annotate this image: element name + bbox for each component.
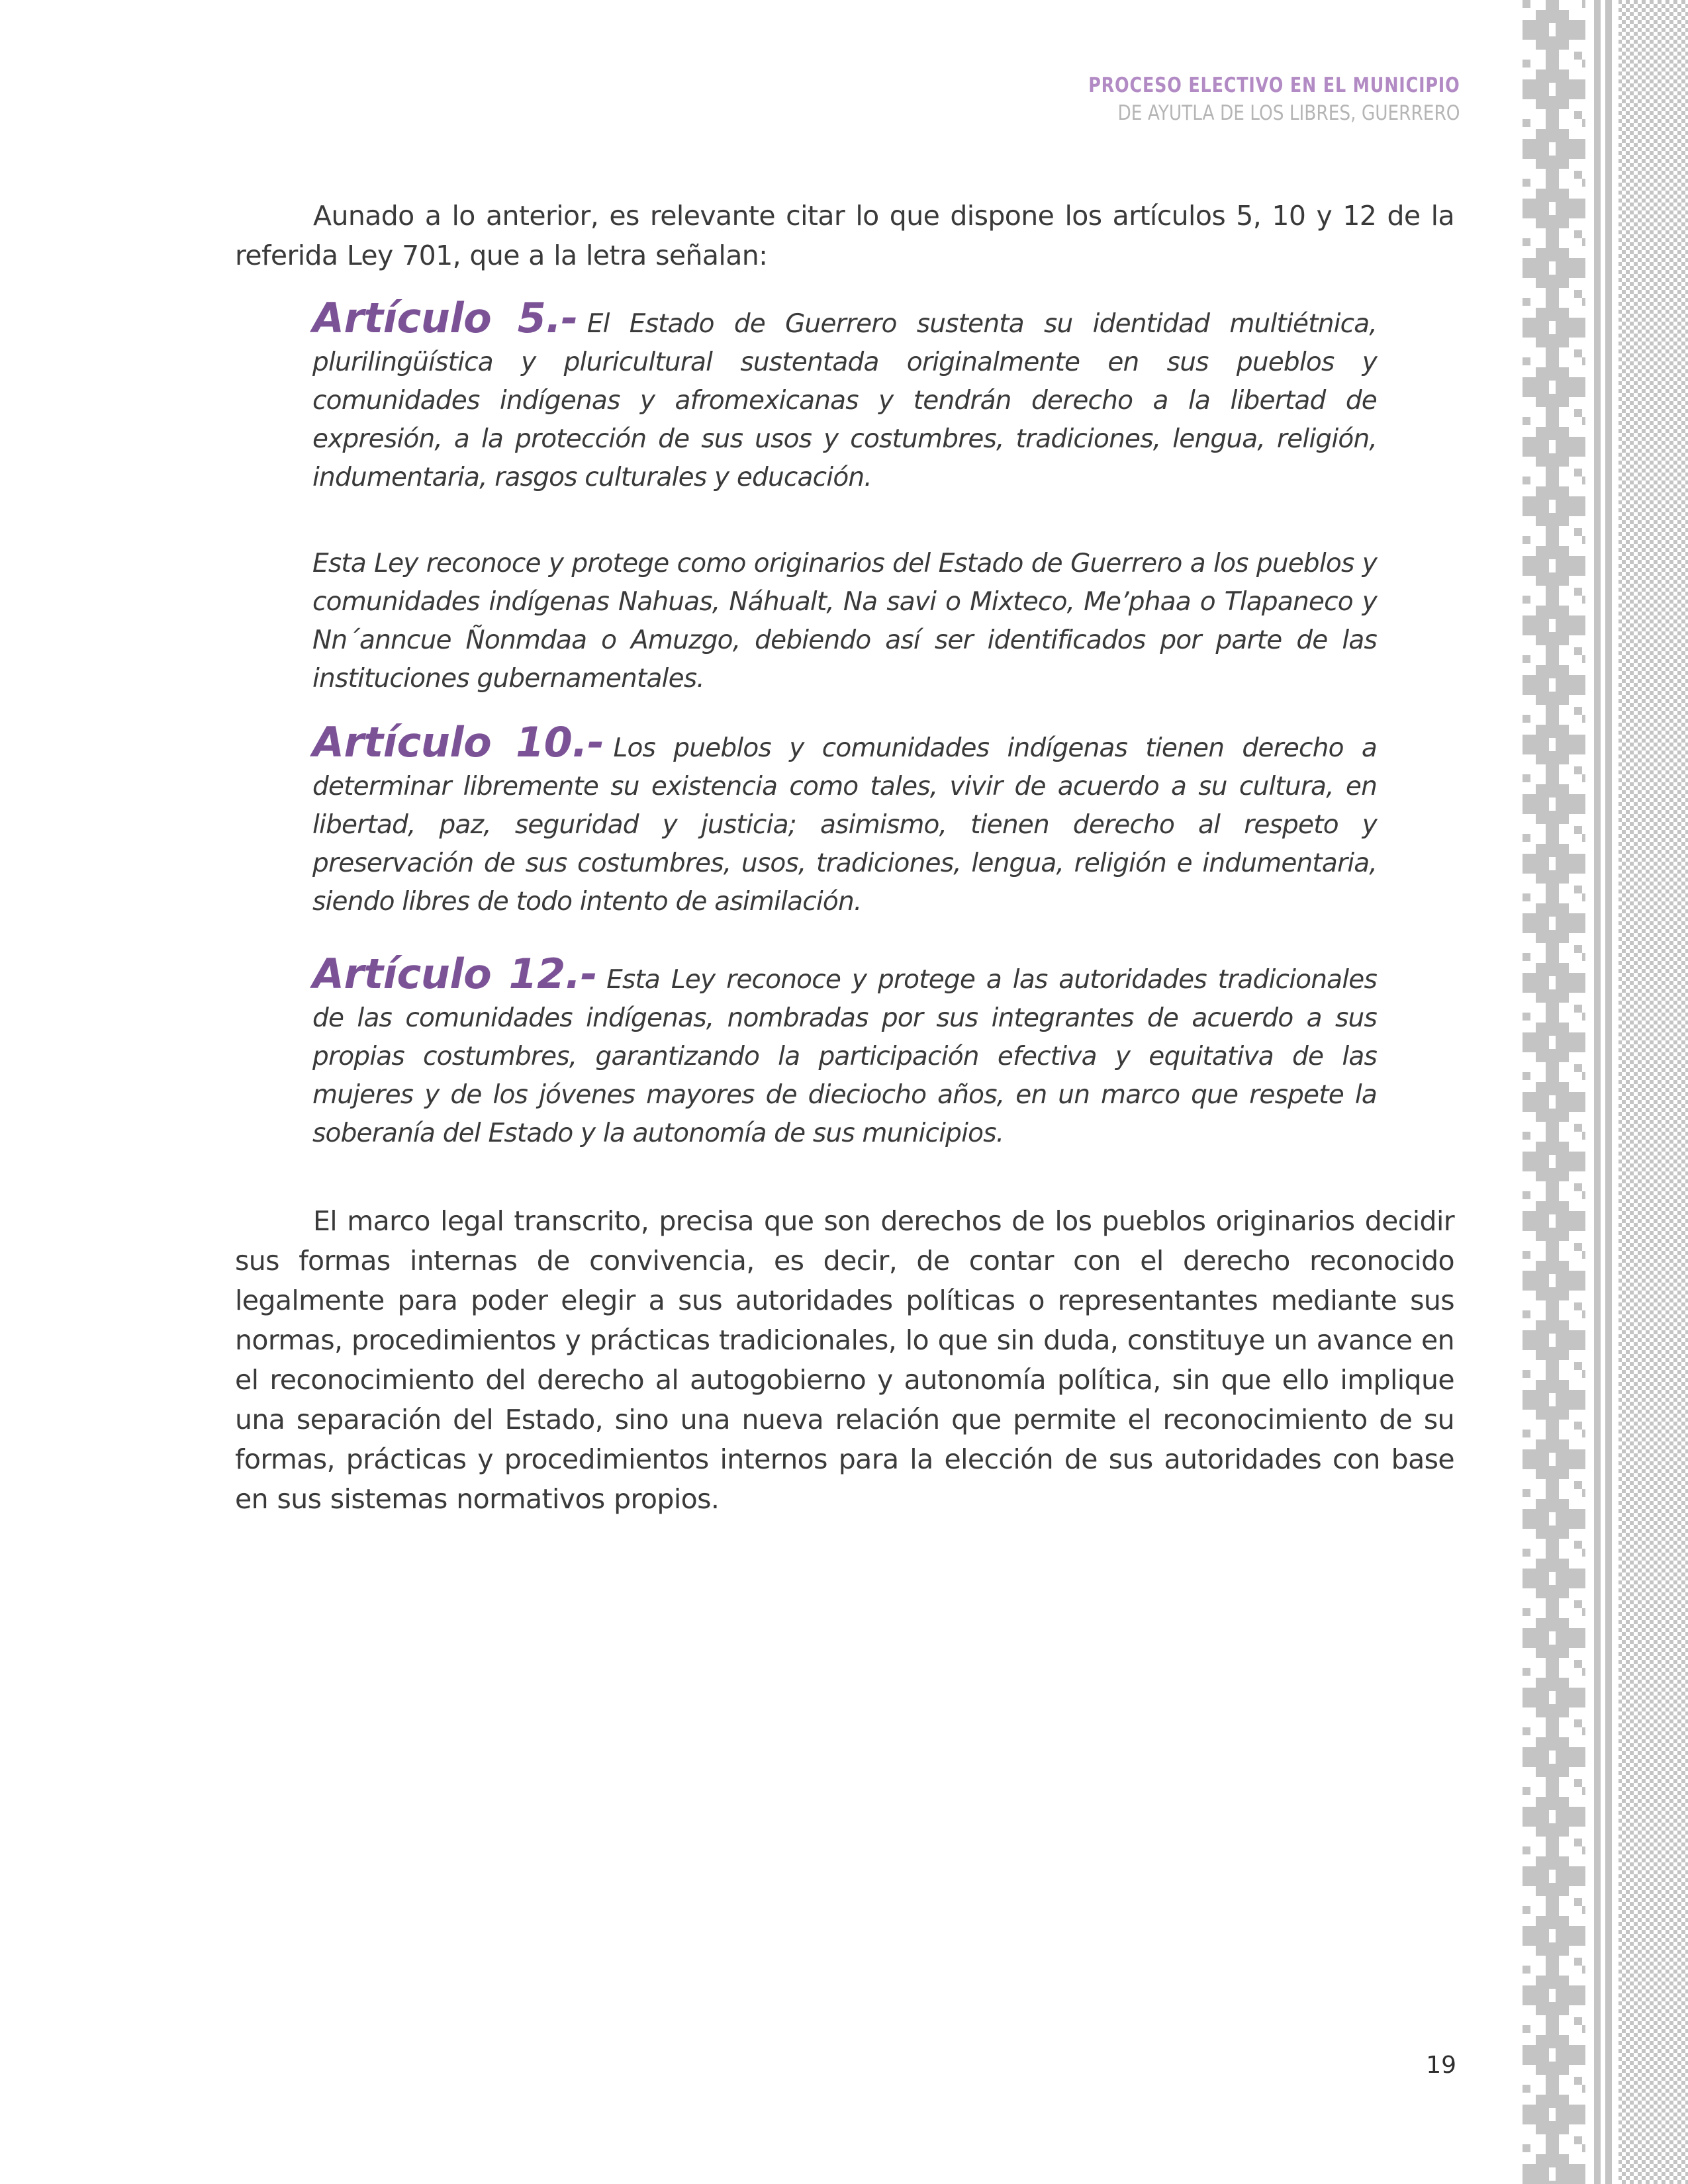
- article-5-text: El Estado de Guerrero sustenta su identidad multiétnica, plurilingüística y pluricultural sustentada originalmente en sus pueblos y comunidades indígenas y afromexicanas y tendrán derecho a la libertad de expresión, a la protección de sus usos y costumbres, tradiciones, lengua, religión, indumentaria, rasgos culturales y educación.: [312, 309, 1377, 492]
- article-10-heading: Artículo 10.-: [312, 718, 604, 766]
- intro-section: [235, 196, 1454, 275]
- article-12: [312, 950, 1378, 1153]
- article-12-heading: Artículo 12.-: [312, 950, 598, 998]
- article-5: [312, 294, 1377, 497]
- closing-section: [235, 1201, 1454, 1519]
- article-10-text: Los pueblos y comunidades indígenas tienen derecho a determinar libremente su existencia como tales, vivir de acuerdo a su cultura, en libertad, paz, seguridad y justicia; asimismo, tienen derecho al respeto y preservación de sus costumbres, usos, tradiciones, lengua, religión e indumentaria, siendo libres de todo intento de asimilación.: [312, 733, 1377, 917]
- intro-paragraph: Aunado a lo anterior, es relevante citar lo que dispone los artículos 5, 10 y 12 de la referida Ley 701, que a la letra señalan:: [235, 200, 1454, 271]
- article-12-text: Esta Ley reconoce y protege a las autoridades tradicionales de las comunidades indígenas, nombradas por sus integrantes de acuerdo a sus propias costumbres, garantizando la participación efectiva y equitativa de las mujeres y de los jóvenes mayores de dieciocho años, en un marco que respete la soberanía del Estado y la autonomía de sus municipios.: [312, 965, 1378, 1148]
- decorative-border-pattern: [1523, 0, 1688, 2184]
- header-title: PROCESO ELECTIVO EN EL MUNICIPIO: [1088, 73, 1460, 97]
- closing-paragraph: El marco legal transcrito, precisa que son derechos de los pueblos originarios decidir sus formas internas de convivencia, es decir, de contar con el derecho reconocido legalmente para poder elegir a sus autoridades políticas o representantes mediante sus normas, procedimientos y prácticas tradicionales, lo que sin duda, constituye un avance en el reconocimiento del derecho al autogobierno y autonomía política, sin que ello implique una separación del Estado, sino una nueva relación que permite el reconocimiento de su formas, prácticas y procedimientos internos para la elección de sus autoridades con base en sus sistemas normativos propios.: [235, 1205, 1454, 1515]
- article-5-extra-text: Esta Ley reconoce y protege como originarios del Estado de Guerrero a los pueblos y comunidades indígenas Nahuas, Náhualt, Na savi o Mixteco, Me’phaa o Tlapaneco y Nn´anncue Ñonmdaa o Amuzgo, debiendo así ser identificados por parte de las instituciones gubernamentales.: [312, 549, 1377, 694]
- article-5-heading: Artículo 5.-: [312, 294, 578, 342]
- article-5-continuation: [312, 545, 1377, 698]
- header-subtitle: DE AYUTLA DE LOS LIBRES, GUERRERO: [1117, 101, 1460, 125]
- running-header: [1007, 71, 1460, 127]
- article-10: [312, 718, 1377, 921]
- article-12-body: [312, 950, 1378, 1153]
- article-5-body: [312, 294, 1377, 497]
- article-10-body: [312, 718, 1377, 921]
- page-number: 19: [1426, 2052, 1456, 2079]
